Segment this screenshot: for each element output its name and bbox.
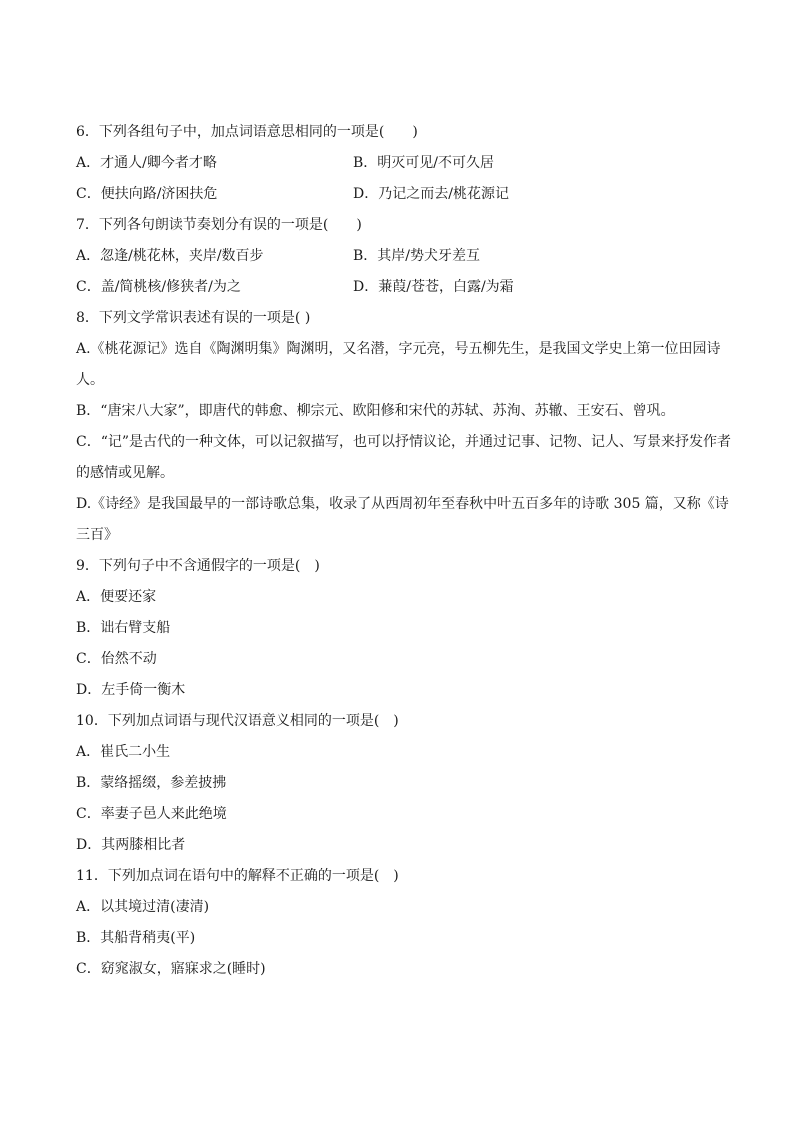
question-8-stem: 8．下列文学常识表述有误的一项是( ) <box>76 310 311 326</box>
question-6-option-c: C．便扶向路/济困扶危 <box>76 186 218 202</box>
question-6-stem: 6．下列各组句子中，加点词语意思相同的一项是( ) <box>76 124 418 140</box>
question-6-options-row-2 <box>76 179 734 210</box>
question-7-option-c: C．盖/简桃核/修狭者/为之 <box>76 279 241 295</box>
question-8-option-d: D.《诗经》是我国最早的一部诗歌总集，收录了从西周初年至春秋中叶五百多年的诗歌 305 篇，又称《诗三百》 <box>76 496 729 543</box>
question-7-options-row-2 <box>76 272 734 303</box>
question-11-option-a: A．以其境过清(凄清) <box>76 899 210 915</box>
question-7-option-b: B．其岸/势犬牙差互 <box>353 248 481 264</box>
question-7-option-d: D．蒹葭/苍苍，白露/为霜 <box>353 279 514 295</box>
question-10-option-d: D．其两膝相比者 <box>76 837 186 853</box>
question-9-option-b: B．诎右臂支船 <box>76 620 171 636</box>
question-11-option-b: B．其船背稍夷(平) <box>76 930 196 946</box>
question-9-stem: 9．下列句子中不含通假字的一项是( ) <box>76 558 320 574</box>
question-10-option-c: C．率妻子邑人来此绝境 <box>76 806 227 822</box>
question-10-option-a: A．崔氏二小生 <box>76 744 171 760</box>
question-6-option-a: A．才通人/卿今者才略 <box>76 155 217 171</box>
question-6-option-d: D．乃记之而去/桃花源记 <box>353 186 509 202</box>
question-11-option-c: C．窈窕淑女，寤寐求之(睡时) <box>76 961 266 977</box>
question-6-option-b: B．明灭可见/不可久居 <box>353 155 495 171</box>
question-7-options-row-1 <box>76 241 734 272</box>
question-11-stem: 11．下列加点词在语句中的解释不正确的一项是( ) <box>76 868 399 884</box>
question-8-option-b: B．“唐宋八大家”，即唐代的韩愈、柳宗元、欧阳修和宋代的苏轼、苏洵、苏辙、王安石、曾巩。 <box>76 403 675 419</box>
question-9-option-c: C．佁然不动 <box>76 651 157 667</box>
question-6-options-row-1 <box>76 148 734 179</box>
question-10-option-b: B．蒙络摇缀，参差披拂 <box>76 775 227 791</box>
question-9-option-a: A．便要还家 <box>76 589 157 605</box>
question-7-option-a: A．忽逢/桃花林，夹岸/数百步 <box>76 248 264 264</box>
question-8-option-a: A.《桃花源记》选自《陶渊明集》陶渊明，又名潜，字元亮，号五柳先生，是我国文学史上第一位田园诗人。 <box>76 341 721 388</box>
question-10-stem: 10．下列加点词语与现代汉语意义相同的一项是( ) <box>76 713 399 729</box>
question-7-stem: 7．下列各句朗读节奏划分有误的一项是( ) <box>76 217 362 233</box>
question-9-option-d: D．左手倚一衡木 <box>76 682 186 698</box>
question-8-option-c: C．“记”是古代的一种文体，可以记叙描写，也可以抒情议论，并通过记事、记物、记人、写景来抒发作者的感情或见解。 <box>76 434 732 481</box>
